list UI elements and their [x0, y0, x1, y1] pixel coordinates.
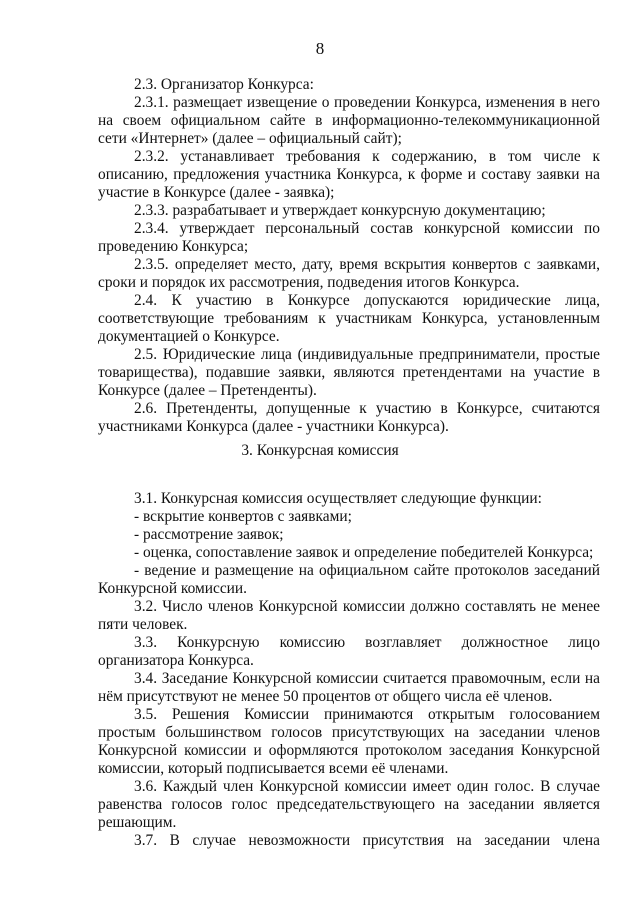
paragraph-3-7: 3.7. В случае невозможности присутствия на заседании члена [134, 832, 600, 849]
section-3-heading: 3. Конкурсная комиссия [241, 442, 399, 459]
paragraph-2-5: 2.5. Юридические лица (индивидуальные предприниматели, простые товарищества), подавшие заявки, являются претендентами на участие в Конкурсе (далее – Претенденты). [98, 346, 600, 399]
list-item-3-1-d: - ведение и размещение на официальном сайте протоколов заседаний Конкурсной комиссии. [98, 562, 600, 597]
paragraph-3-2: 3.2. Число членов Конкурсной комиссии должно составлять не менее пяти человек. [98, 598, 600, 633]
paragraph-2-3-4: 2.3.4. утверждает персональный состав конкурсной комиссии по проведению Конкурса; [98, 220, 600, 255]
paragraph-2-6: 2.6. Претенденты, допущенные к участию в Конкурсе, считаются участниками Конкурса (далее - участники Конкурса). [98, 400, 600, 435]
list-item-3-1-a: - вскрытие конвертов с заявками; [134, 508, 352, 525]
paragraph-3-4: 3.4. Заседание Конкурсной комиссии считается правомочным, если на нём присутствуют не менее 50 процентов от общего числа её членов. [98, 670, 600, 705]
paragraph-2-3-3: 2.3.3. разрабатывает и утверждает конкурсную документацию; [134, 202, 546, 219]
section-2-text [98, 76, 600, 436]
paragraph-3-6: 3.6. Каждый член Конкурсной комиссии имеет один голос. В случае равенства голосов голос председательствующего на заседании является решающим. [98, 778, 600, 831]
paragraph-3-1: 3.1. Конкурсная комиссия осуществляет следующие функции: [134, 490, 542, 507]
paragraph-2-3: 2.3. Организатор Конкурса: [134, 76, 314, 93]
paragraph-3-5: 3.5. Решения Комиссии принимаются открытым голосованием простым большинством голосов присутствующих на заседании членов Конкурсной комиссии и оформляются протоколом заседания Конкурсной комиссии, который подписывается всеми её членами. [98, 706, 600, 777]
paragraph-3-3: 3.3. Конкурсную комиссию возглавляет должностное лицо организатора Конкурса. [98, 634, 600, 669]
paragraph-2-3-1: 2.3.1. размещает извещение о проведении Конкурса, изменения в него на своем официальном сайте в информационно-телекоммуникационной сети «Интернет» (далее – официальный сайт); [98, 94, 600, 147]
paragraph-2-3-2: 2.3.2. устанавливает требования к содержанию, в том числе к описанию, предложения участника Конкурса, к форме и составу заявки на участие в Конкурсе (далее - заявка); [98, 148, 600, 201]
paragraph-2-4: 2.4. К участию в Конкурсе допускаются юридические лица, соответствующие требованиям к участникам Конкурса, установленным документацией о Конкурсе. [98, 292, 600, 345]
list-item-3-1-b: - рассмотрение заявок; [134, 526, 284, 543]
section-3-text [98, 490, 600, 850]
list-item-3-1-c: - оценка, сопоставление заявок и определение победителей Конкурса; [134, 544, 594, 561]
paragraph-2-3-5: 2.3.5. определяет место, дату, время вскрытия конвертов с заявками, сроки и порядок их рассмотрения, подведения итогов Конкурса. [98, 256, 600, 291]
page-number: 8 [315, 39, 325, 58]
